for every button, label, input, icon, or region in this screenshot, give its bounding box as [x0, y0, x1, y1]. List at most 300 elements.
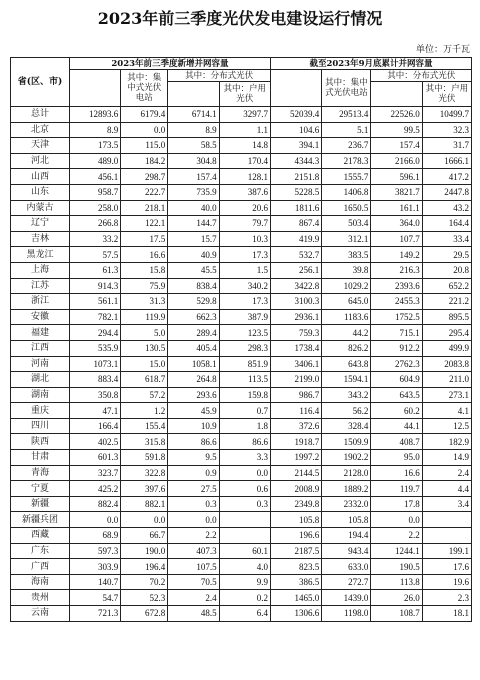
value-cell: 958.7	[69, 184, 120, 200]
value-cell: 211.0	[422, 372, 471, 388]
value-cell: 52039.4	[270, 107, 321, 123]
province-cell: 四川	[11, 418, 70, 434]
value-cell: 221.2	[422, 294, 471, 310]
value-cell: 14.9	[422, 450, 471, 466]
table-row	[11, 247, 472, 263]
value-cell: 149.2	[371, 247, 422, 263]
value-cell: 2332.0	[322, 496, 371, 512]
value-cell: 2455.3	[371, 294, 422, 310]
value-cell: 1183.6	[322, 309, 371, 325]
value-cell: 4.0	[219, 559, 270, 575]
value-cell: 2144.5	[270, 465, 321, 481]
table-row	[11, 418, 472, 434]
value-cell: 10.3	[219, 231, 270, 247]
value-cell: 3821.7	[371, 184, 422, 200]
value-cell: 9.5	[168, 450, 219, 466]
value-cell: 1738.4	[270, 340, 321, 356]
header-cum-centralized: 其中：集中式光伏电站	[322, 70, 371, 107]
value-cell: 1244.1	[371, 543, 422, 559]
value-cell: 44.1	[371, 418, 422, 434]
value-cell: 128.1	[219, 169, 270, 185]
province-cell: 浙江	[11, 294, 70, 310]
value-cell: 33.2	[69, 231, 120, 247]
value-cell: 60.2	[371, 403, 422, 419]
value-cell: 2447.8	[422, 184, 471, 200]
table-row	[11, 387, 472, 403]
value-cell: 419.9	[270, 231, 321, 247]
value-cell: 70.5	[168, 574, 219, 590]
value-cell: 315.8	[121, 434, 168, 450]
value-cell: 618.7	[121, 372, 168, 388]
province-cell: 辽宁	[11, 216, 70, 232]
table-row	[11, 450, 472, 466]
value-cell: 108.7	[371, 606, 422, 622]
value-cell: 1.1	[219, 122, 270, 138]
value-cell: 170.4	[219, 153, 270, 169]
value-cell: 1073.1	[69, 356, 120, 372]
table-row	[11, 434, 472, 450]
value-cell: 1666.1	[422, 153, 471, 169]
value-cell: 867.4	[270, 216, 321, 232]
value-cell: 29.5	[422, 247, 471, 263]
value-cell: 0.0	[168, 512, 219, 528]
value-cell: 258.0	[69, 200, 120, 216]
value-cell: 196.4	[121, 559, 168, 575]
value-cell: 715.1	[371, 325, 422, 341]
table-row	[11, 153, 472, 169]
header-new-household: 其中：户用光伏	[219, 82, 270, 107]
value-cell: 39.8	[322, 262, 371, 278]
value-cell: 1.5	[219, 262, 270, 278]
table-row	[11, 309, 472, 325]
value-cell: 4344.3	[270, 153, 321, 169]
value-cell: 596.1	[371, 169, 422, 185]
value-cell: 52.3	[121, 590, 168, 606]
value-cell: 943.4	[322, 543, 371, 559]
value-cell: 58.5	[168, 138, 219, 154]
value-cell: 372.6	[270, 418, 321, 434]
value-cell: 823.5	[270, 559, 321, 575]
value-cell: 1406.8	[322, 184, 371, 200]
value-cell: 182.9	[422, 434, 471, 450]
value-cell: 17.3	[219, 294, 270, 310]
value-cell: 173.5	[69, 138, 120, 154]
header-cum-household: 其中：户用光伏	[422, 82, 471, 107]
value-cell: 157.4	[371, 138, 422, 154]
value-cell: 113.5	[219, 372, 270, 388]
value-cell: 17.5	[121, 231, 168, 247]
value-cell: 986.7	[270, 387, 321, 403]
value-cell: 289.4	[168, 325, 219, 341]
value-cell: 157.4	[168, 169, 219, 185]
table-body	[11, 107, 472, 622]
value-cell: 0.7	[219, 403, 270, 419]
province-cell: 新疆	[11, 496, 70, 512]
value-cell: 12893.6	[69, 107, 120, 123]
value-cell: 2762.3	[371, 356, 422, 372]
value-cell: 14.8	[219, 138, 270, 154]
value-cell: 12.5	[422, 418, 471, 434]
value-cell: 123.5	[219, 325, 270, 341]
value-cell: 0.2	[219, 590, 270, 606]
value-cell: 47.1	[69, 403, 120, 419]
value-cell: 33.4	[422, 231, 471, 247]
value-cell: 17.8	[371, 496, 422, 512]
table-row	[11, 543, 472, 559]
value-cell: 402.5	[69, 434, 120, 450]
value-cell: 116.4	[270, 403, 321, 419]
value-cell: 1594.1	[322, 372, 371, 388]
value-cell: 328.4	[322, 418, 371, 434]
value-cell: 43.2	[422, 200, 471, 216]
value-cell: 15.0	[121, 356, 168, 372]
value-cell: 782.1	[69, 309, 120, 325]
header-group-cumulative: 截至2023年9月底累计并网容量	[270, 58, 471, 70]
value-cell: 0.0	[219, 465, 270, 481]
province-cell: 重庆	[11, 403, 70, 419]
province-cell: 江苏	[11, 278, 70, 294]
province-cell: 天津	[11, 138, 70, 154]
header-new-distributed: 其中：分布式光伏	[168, 70, 271, 82]
province-cell: 海南	[11, 574, 70, 590]
value-cell: 40.0	[168, 200, 219, 216]
value-cell: 604.9	[371, 372, 422, 388]
value-cell: 1029.2	[322, 278, 371, 294]
value-cell: 17.6	[422, 559, 471, 575]
province-cell: 陕西	[11, 434, 70, 450]
value-cell: 3406.1	[270, 356, 321, 372]
value-cell: 70.2	[121, 574, 168, 590]
value-cell: 196.6	[270, 528, 321, 544]
value-cell: 2.3	[422, 590, 471, 606]
value-cell	[422, 528, 471, 544]
value-cell: 303.9	[69, 559, 120, 575]
value-cell: 6714.1	[168, 107, 219, 123]
value-cell: 645.0	[322, 294, 371, 310]
table-row	[11, 606, 472, 622]
province-cell: 福建	[11, 325, 70, 341]
value-cell: 1.2	[121, 403, 168, 419]
value-cell: 1918.7	[270, 434, 321, 450]
header-group-new: 2023年前三季度新增并网容量	[69, 58, 270, 70]
value-cell: 31.3	[121, 294, 168, 310]
value-cell: 425.2	[69, 481, 120, 497]
province-cell: 北京	[11, 122, 70, 138]
value-cell: 2936.1	[270, 309, 321, 325]
value-cell: 2083.8	[422, 356, 471, 372]
value-cell: 15.7	[168, 231, 219, 247]
value-cell: 86.6	[219, 434, 270, 450]
table-row	[11, 496, 472, 512]
value-cell: 0.0	[371, 512, 422, 528]
province-cell: 河南	[11, 356, 70, 372]
value-cell: 0.3	[168, 496, 219, 512]
value-cell: 2166.0	[371, 153, 422, 169]
value-cell: 10.9	[168, 418, 219, 434]
province-cell: 甘肃	[11, 450, 70, 466]
value-cell: 8.9	[168, 122, 219, 138]
value-cell: 643.5	[371, 387, 422, 403]
value-cell: 5228.5	[270, 184, 321, 200]
value-cell: 27.5	[168, 481, 219, 497]
value-cell: 3.4	[422, 496, 471, 512]
value-cell: 184.2	[121, 153, 168, 169]
province-cell: 湖南	[11, 387, 70, 403]
value-cell: 295.4	[422, 325, 471, 341]
value-cell: 107.5	[168, 559, 219, 575]
value-cell: 104.6	[270, 122, 321, 138]
value-cell: 19.6	[422, 574, 471, 590]
value-cell: 95.0	[371, 450, 422, 466]
header-new-centralized: 其中：集中式光伏电站	[121, 70, 168, 107]
value-cell: 144.7	[168, 216, 219, 232]
table-row	[11, 169, 472, 185]
value-cell	[219, 528, 270, 544]
province-cell: 湖北	[11, 372, 70, 388]
value-cell: 66.7	[121, 528, 168, 544]
value-cell: 115.0	[121, 138, 168, 154]
value-cell: 166.4	[69, 418, 120, 434]
value-cell: 1509.9	[322, 434, 371, 450]
table-row	[11, 512, 472, 528]
value-cell: 721.3	[69, 606, 120, 622]
value-cell: 387.6	[219, 184, 270, 200]
table-row	[11, 403, 472, 419]
province-cell: 上海	[11, 262, 70, 278]
value-cell: 4.1	[422, 403, 471, 419]
value-cell: 535.9	[69, 340, 120, 356]
header-new-total	[69, 70, 120, 107]
table-row	[11, 481, 472, 497]
value-cell: 119.9	[121, 309, 168, 325]
value-cell: 662.3	[168, 309, 219, 325]
province-cell: 山东	[11, 184, 70, 200]
value-cell: 113.8	[371, 574, 422, 590]
value-cell	[219, 512, 270, 528]
value-cell: 1555.7	[322, 169, 371, 185]
value-cell: 266.8	[69, 216, 120, 232]
value-cell: 759.3	[270, 325, 321, 341]
province-cell: 广西	[11, 559, 70, 575]
value-cell: 26.0	[371, 590, 422, 606]
unit-label: 单位：万千瓦	[415, 45, 470, 55]
value-cell: 503.4	[322, 216, 371, 232]
value-cell: 5.0	[121, 325, 168, 341]
value-cell: 8.9	[69, 122, 120, 138]
value-cell: 851.9	[219, 356, 270, 372]
value-cell: 199.1	[422, 543, 471, 559]
value-cell: 1439.0	[322, 590, 371, 606]
value-cell: 222.7	[121, 184, 168, 200]
value-cell: 45.9	[168, 403, 219, 419]
value-cell: 0.0	[121, 512, 168, 528]
province-cell: 安徽	[11, 309, 70, 325]
value-cell: 44.2	[322, 325, 371, 341]
value-cell: 256.1	[270, 262, 321, 278]
value-cell: 56.2	[322, 403, 371, 419]
header-cum-distributed-total	[371, 82, 422, 107]
value-cell: 529.8	[168, 294, 219, 310]
pv-capacity-table	[10, 57, 472, 622]
value-cell: 387.9	[219, 309, 270, 325]
value-cell: 40.9	[168, 247, 219, 263]
value-cell: 0.9	[168, 465, 219, 481]
value-cell: 1058.1	[168, 356, 219, 372]
value-cell: 122.1	[121, 216, 168, 232]
value-cell: 364.0	[371, 216, 422, 232]
table-row	[11, 325, 472, 341]
page-title: 2023年前三季度光伏发电建设运行情况	[97, 9, 383, 28]
value-cell: 293.6	[168, 387, 219, 403]
value-cell: 2393.6	[371, 278, 422, 294]
value-cell: 164.4	[422, 216, 471, 232]
value-cell: 298.3	[219, 340, 270, 356]
value-cell: 343.2	[322, 387, 371, 403]
value-cell: 159.8	[219, 387, 270, 403]
value-cell: 1.8	[219, 418, 270, 434]
province-cell: 贵州	[11, 590, 70, 606]
value-cell	[422, 512, 471, 528]
value-cell: 1811.6	[270, 200, 321, 216]
value-cell: 2008.9	[270, 481, 321, 497]
value-cell: 1752.5	[371, 309, 422, 325]
value-cell: 190.5	[371, 559, 422, 575]
province-cell: 山西	[11, 169, 70, 185]
value-cell: 826.2	[322, 340, 371, 356]
value-cell: 57.2	[121, 387, 168, 403]
table-row	[11, 574, 472, 590]
value-cell: 68.9	[69, 528, 120, 544]
value-cell: 48.5	[168, 606, 219, 622]
value-cell: 882.4	[69, 496, 120, 512]
value-cell: 2199.0	[270, 372, 321, 388]
value-cell: 6.4	[219, 606, 270, 622]
table-row	[11, 122, 472, 138]
value-cell: 16.6	[371, 465, 422, 481]
value-cell: 2.4	[168, 590, 219, 606]
value-cell: 2.4	[422, 465, 471, 481]
value-cell: 105.8	[270, 512, 321, 528]
value-cell: 16.6	[121, 247, 168, 263]
value-cell: 3.3	[219, 450, 270, 466]
value-cell: 0.6	[219, 481, 270, 497]
value-cell: 17.3	[219, 247, 270, 263]
province-cell: 青海	[11, 465, 70, 481]
value-cell: 155.4	[121, 418, 168, 434]
value-cell: 6179.4	[121, 107, 168, 123]
value-cell: 397.6	[121, 481, 168, 497]
value-cell: 0.0	[121, 122, 168, 138]
value-cell: 882.1	[121, 496, 168, 512]
value-cell: 0.3	[219, 496, 270, 512]
province-cell: 内蒙古	[11, 200, 70, 216]
value-cell: 5.1	[322, 122, 371, 138]
table-row	[11, 278, 472, 294]
value-cell: 1306.6	[270, 606, 321, 622]
value-cell: 1465.0	[270, 590, 321, 606]
value-cell: 407.3	[168, 543, 219, 559]
value-cell: 216.3	[371, 262, 422, 278]
value-cell: 20.6	[219, 200, 270, 216]
value-cell: 383.5	[322, 247, 371, 263]
header-new-distributed-total	[168, 82, 219, 107]
value-cell: 914.3	[69, 278, 120, 294]
value-cell: 633.0	[322, 559, 371, 575]
value-cell: 417.2	[422, 169, 471, 185]
value-cell: 1198.0	[322, 606, 371, 622]
province-cell: 江西	[11, 340, 70, 356]
value-cell: 735.9	[168, 184, 219, 200]
value-cell: 18.1	[422, 606, 471, 622]
value-cell: 323.7	[69, 465, 120, 481]
value-cell: 1889.2	[322, 481, 371, 497]
table-row	[11, 528, 472, 544]
value-cell: 32.3	[422, 122, 471, 138]
value-cell: 1902.2	[322, 450, 371, 466]
province-cell: 广东	[11, 543, 70, 559]
value-cell: 3422.8	[270, 278, 321, 294]
province-cell: 吉林	[11, 231, 70, 247]
value-cell: 838.4	[168, 278, 219, 294]
table-row	[11, 231, 472, 247]
value-cell: 60.1	[219, 543, 270, 559]
value-cell: 190.0	[121, 543, 168, 559]
value-cell: 2128.0	[322, 465, 371, 481]
header-cum-total	[270, 70, 321, 107]
value-cell: 2151.8	[270, 169, 321, 185]
value-cell: 304.8	[168, 153, 219, 169]
value-cell: 456.1	[69, 169, 120, 185]
value-cell: 312.1	[322, 231, 371, 247]
value-cell: 99.5	[371, 122, 422, 138]
table-row	[11, 340, 472, 356]
table-row	[11, 590, 472, 606]
value-cell: 561.1	[69, 294, 120, 310]
header-cum-distributed: 其中：分布式光伏	[371, 70, 472, 82]
value-cell: 3100.3	[270, 294, 321, 310]
province-cell: 宁夏	[11, 481, 70, 497]
value-cell: 2178.3	[322, 153, 371, 169]
value-cell: 2.2	[371, 528, 422, 544]
value-cell: 652.2	[422, 278, 471, 294]
value-cell: 79.7	[219, 216, 270, 232]
value-cell: 912.2	[371, 340, 422, 356]
value-cell: 394.1	[270, 138, 321, 154]
value-cell: 15.8	[121, 262, 168, 278]
value-cell: 29513.4	[322, 107, 371, 123]
value-cell: 75.9	[121, 278, 168, 294]
value-cell: 643.8	[322, 356, 371, 372]
value-cell: 532.7	[270, 247, 321, 263]
value-cell: 2.2	[168, 528, 219, 544]
province-cell: 黑龙江	[11, 247, 70, 263]
value-cell: 4.4	[422, 481, 471, 497]
table-row	[11, 465, 472, 481]
table-row	[11, 138, 472, 154]
value-cell: 161.1	[371, 200, 422, 216]
value-cell: 386.5	[270, 574, 321, 590]
value-cell: 591.8	[121, 450, 168, 466]
value-cell: 2187.5	[270, 543, 321, 559]
value-cell: 1650.5	[322, 200, 371, 216]
value-cell: 22526.0	[371, 107, 422, 123]
value-cell: 86.6	[168, 434, 219, 450]
value-cell: 322.8	[121, 465, 168, 481]
value-cell: 10499.7	[422, 107, 471, 123]
value-cell: 405.4	[168, 340, 219, 356]
value-cell: 218.1	[121, 200, 168, 216]
value-cell: 264.8	[168, 372, 219, 388]
